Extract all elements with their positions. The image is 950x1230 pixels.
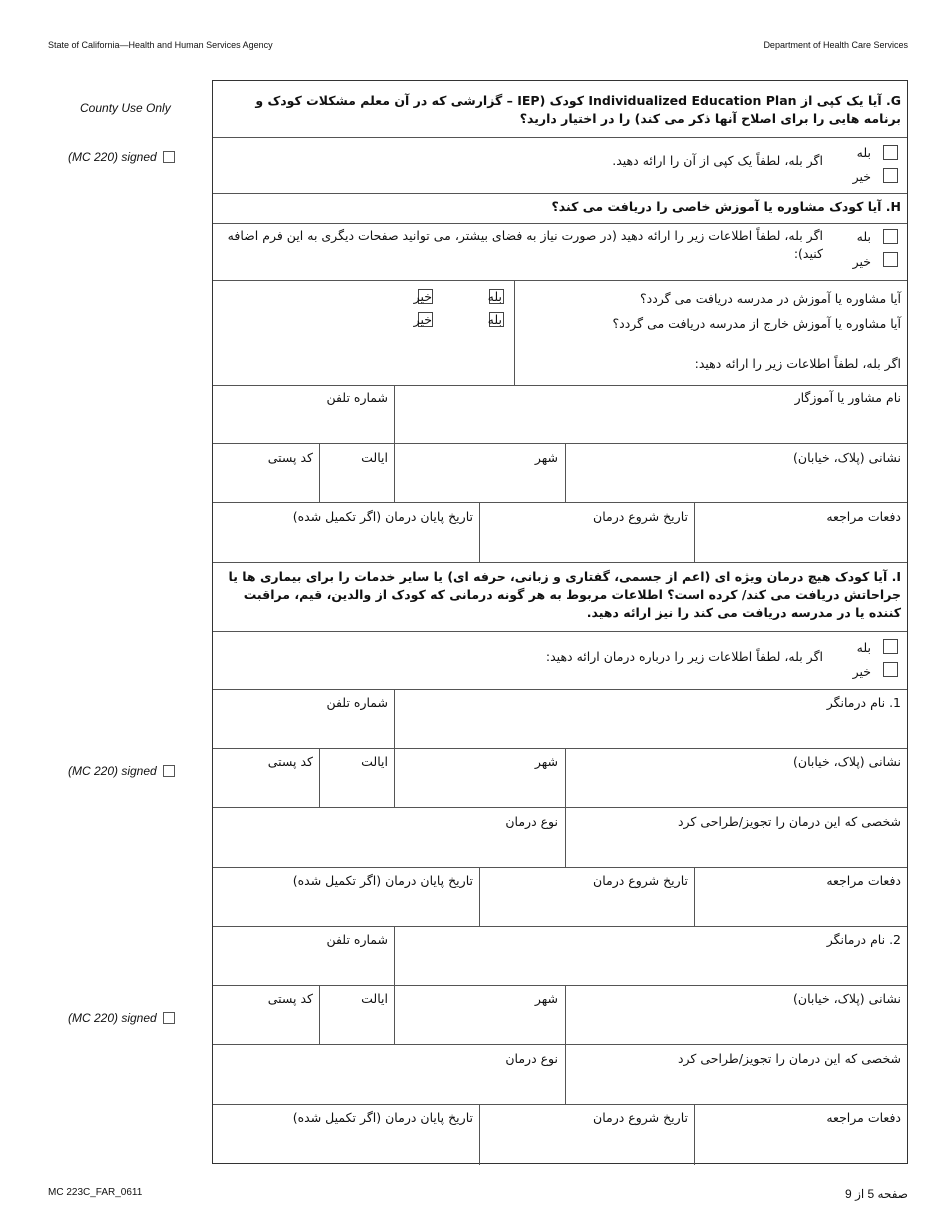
h-zip-field[interactable]: کد پستی — [267, 450, 313, 465]
i2-phone-field[interactable]: شماره تلفن — [326, 932, 388, 947]
h-state-field[interactable]: ایالت — [361, 450, 388, 465]
mc220-signed-2 — [68, 764, 175, 778]
i2-treatment-type-field[interactable]: نوع درمان — [505, 1051, 558, 1066]
i2-state-field[interactable]: ایالت — [361, 991, 388, 1006]
g-no-label: خیر — [852, 169, 871, 184]
h-yes-checkbox[interactable] — [883, 229, 898, 244]
h-yes-label: بله — [856, 229, 871, 244]
i1-state-field[interactable]: ایالت — [361, 754, 388, 769]
mc220-signed-label: (MC 220) signed — [68, 150, 157, 164]
i1-therapist-name-field[interactable]: 1. نام درمانگر — [826, 695, 901, 710]
question-i: I. آیا کودک هیچ درمان ویژه ای (اعم از جسمی، گفتاری و زبانی، حرفه ای) یا سایر خدمات را برای بیماری ها یا جراحاتش دریافت می کند/ کرده است؟ اطلاعات مربوط به هر گونه درمانی که کودک از والدین، قیم، مراقبت کننده یا در مدرسه دریافت می کند را نیز ارائه دهید. — [228, 569, 901, 620]
i1-treatment-type-field[interactable]: نوع درمان — [505, 814, 558, 829]
g-yes-label: بله — [856, 145, 871, 160]
i2-prescriber-field[interactable]: شخصی که این درمان را تجویز/طراحی کرد — [677, 1051, 901, 1066]
i2-therapist-name-field[interactable]: 2. نام درمانگر — [826, 932, 901, 947]
h-end-date-field[interactable]: تاریخ پایان درمان (اگر تکمیل شده) — [292, 509, 473, 524]
i-if-yes-text: اگر بله، لطفاً اطلاعات زیر را درباره درمان ارائه دهید: — [545, 649, 823, 664]
mc220-signed-checkbox[interactable] — [163, 765, 175, 777]
i2-address-field[interactable]: نشانی (پلاک، خیابان) — [793, 991, 901, 1006]
h-in-school-no-label: خیر — [413, 289, 432, 304]
i1-zip-field[interactable]: کد پستی — [267, 754, 313, 769]
i-yes-label: بله — [856, 640, 871, 655]
h-address-field[interactable]: نشانی (پلاک، خیابان) — [793, 450, 901, 465]
h-if-yes-info: اگر بله، لطفاً اطلاعات زیر را ارائه دهید: — [694, 356, 901, 371]
question-h: H. آیا کودک مشاوره یا آموزش خاصی را دریافت می کند؟ — [551, 199, 901, 214]
i2-zip-field[interactable]: کد پستی — [267, 991, 313, 1006]
h-counselor-name-field[interactable]: نام مشاور یا آموزگار — [794, 390, 901, 405]
h-start-date-field[interactable]: تاریخ شروع درمان — [593, 509, 688, 524]
page-number: صفحه 5 از 9 — [845, 1187, 908, 1201]
h-phone-field[interactable]: شماره تلفن — [326, 390, 388, 405]
h-in-school-question: آیا مشاوره یا آموزش در مدرسه دریافت می گردد؟ — [640, 291, 901, 306]
g-no-checkbox[interactable] — [883, 168, 898, 183]
agency-header: State of California—Health and Human Services Agency — [48, 40, 273, 50]
i1-city-field[interactable]: شهر — [534, 754, 558, 769]
mc220-signed-label: (MC 220) signed — [68, 1011, 157, 1025]
i2-city-field[interactable]: شهر — [534, 991, 558, 1006]
question-g: G. آیا یک کپی از Individualized Education Plan کودک (IEP – گزارشی که در آن معلم مشکلات کودک و برنامه هایی را برای اصلاح آنها ذکر می کند) را در اختیار دارید؟ — [255, 93, 901, 126]
mc220-signed-label: (MC 220) signed — [68, 764, 157, 778]
h-outside-no-label: خیر — [413, 312, 432, 327]
mc220-signed-1 — [68, 150, 175, 164]
i2-visit-frequency-field[interactable]: دفعات مراجعه — [826, 1110, 901, 1125]
h-outside-school-question: آیا مشاوره یا آموزش خارج از مدرسه دریافت می گردد؟ — [612, 316, 901, 331]
i1-visit-frequency-field[interactable]: دفعات مراجعه — [826, 873, 901, 888]
h-city-field[interactable]: شهر — [534, 450, 558, 465]
county-use-only-label: County Use Only — [80, 101, 171, 115]
i1-prescriber-field[interactable]: شخصی که این درمان را تجویز/طراحی کرد — [677, 814, 901, 829]
h-if-yes-text: اگر بله، لطفاً اطلاعات زیر را ارائه دهید (در صورت نیاز به فضای بیشتر، می توانید صفحات دیگری به این فرم اضافه کنید): — [227, 228, 823, 261]
i1-phone-field[interactable]: شماره تلفن — [326, 695, 388, 710]
mc220-signed-3 — [68, 1011, 175, 1025]
h-in-school-yes-label: بله — [487, 289, 502, 304]
i2-end-date-field[interactable]: تاریخ پایان درمان (اگر تکمیل شده) — [292, 1110, 473, 1125]
i1-address-field[interactable]: نشانی (پلاک، خیابان) — [793, 754, 901, 769]
mc220-signed-checkbox[interactable] — [163, 151, 175, 163]
h-no-checkbox[interactable] — [883, 252, 898, 267]
i2-start-date-field[interactable]: تاریخ شروع درمان — [593, 1110, 688, 1125]
g-yes-checkbox[interactable] — [883, 145, 898, 160]
form-table — [212, 80, 908, 1164]
h-no-label: خیر — [852, 254, 871, 269]
i-no-label: خیر — [852, 664, 871, 679]
form-id: MC 223C_FAR_0611 — [48, 1187, 143, 1198]
i-yes-checkbox[interactable] — [883, 639, 898, 654]
mc220-signed-checkbox[interactable] — [163, 1012, 175, 1024]
h-visit-frequency-field[interactable]: دفعات مراجعه — [826, 509, 901, 524]
i-no-checkbox[interactable] — [883, 662, 898, 677]
i1-end-date-field[interactable]: تاریخ پایان درمان (اگر تکمیل شده) — [292, 873, 473, 888]
department-header: Department of Health Care Services — [763, 40, 908, 50]
g-if-yes-text: اگر بله، لطفاً یک کپی از آن را ارائه دهید. — [612, 153, 823, 168]
h-outside-yes-label: بله — [487, 312, 502, 327]
i1-start-date-field[interactable]: تاریخ شروع درمان — [593, 873, 688, 888]
